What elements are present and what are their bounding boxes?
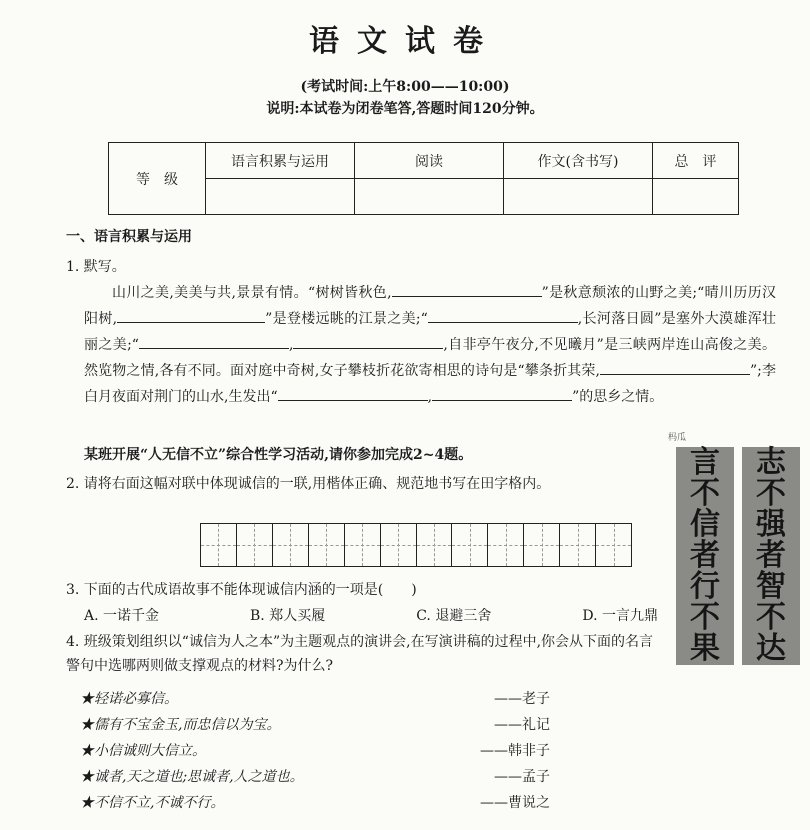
couplet-character: 智 [756,569,786,605]
q2-question: 2. 请将右面这幅对联中体现诚信的一联,用楷体正确、规范地书写在田字格内。 [66,476,551,492]
score-cell-total[interactable] [653,179,739,215]
score-cell-reading[interactable] [355,179,504,215]
col-essay: 作文(含书写) [504,143,653,179]
grid-cell[interactable] [524,524,560,566]
score-cell-essay[interactable] [504,179,653,215]
q1-passage [84,280,776,410]
grid-cell[interactable] [345,524,381,566]
couplet-character: 不 [690,475,720,511]
couplet-character: 志 [756,444,786,480]
exam-note: 说明:本试卷为闭卷笔答,答题时间120分钟。 [266,101,544,117]
q1-text-3: ”是登楼远眺的江景之美;“ [265,311,428,327]
option-b[interactable]: B. 郑人买履 [250,608,326,624]
quote-item [80,688,550,708]
quote-author: ——老子 [494,691,550,707]
couplet-character: 者 [756,537,786,573]
couplet-character: 者 [690,537,720,573]
grid-cell[interactable] [417,524,453,566]
score-table [108,142,739,215]
q1-text-1: 山川之美,美美与共,景景有情。“树树皆秋色, [112,285,392,301]
answer-blank[interactable] [600,360,750,375]
couplet-right-scroll [742,444,800,667]
grid-cell[interactable] [309,524,345,566]
q1-text-2: ”是秋意颓浓的山野之美;“晴川历历汉阳树, [84,285,776,327]
couplet-character: 不 [690,600,720,636]
quote-author: ——礼记 [494,717,550,733]
couplet-character: 信 [690,506,720,542]
couplet-character: 强 [756,506,786,542]
tianzige-grid[interactable] [200,523,632,567]
page-title: 语文试卷 [309,24,501,59]
grid-cell[interactable] [381,524,417,566]
answer-blank[interactable] [432,386,572,401]
quote-author: ——韩非子 [480,743,550,759]
quote-item [80,714,550,734]
couplet-character: 言 [690,444,720,480]
activity-intro: 某班开展“人无信不立”综合性学习活动,请你参加完成2~4题。 [84,447,473,463]
answer-blank[interactable] [139,334,289,349]
quote-author: ——孟子 [494,769,550,785]
couplet-stamp: 杩瓜 [668,433,687,443]
q1-label: 1. 默写。 [66,259,126,275]
q4-question: 4. 班级策划组织以“诚信为人之本”为主题观点的演讲会,在写演讲稿的过程中,你会从下面的名言警句中选哪两则做支撑观点的材料?为什么? [66,634,654,674]
quote-text: ★轻诺必寡信。 [80,691,178,707]
quote-text: ★小信诚则大信立。 [80,743,206,759]
q1-text-9: ”的思乡之情。 [572,389,664,405]
grid-cell[interactable] [201,524,237,566]
answer-blank[interactable] [428,308,578,323]
grid-cell[interactable] [560,524,596,566]
option-d[interactable]: D. 一言九鼎 [582,608,658,624]
col-total: 总 评 [653,143,739,179]
q3-question: 3. 下面的古代成语故事不能体现诚信内涵的一项是( ) [66,582,417,598]
col-language: 语言积累与运用 [206,143,355,179]
couplet-character: 达 [756,631,786,667]
grid-cell[interactable] [273,524,309,566]
q1-text-7: ”;李白月夜面对荆门的山水,生发出“ [84,363,777,405]
answer-blank[interactable] [278,386,428,401]
q1-text-5: , [288,337,294,353]
answer-blank[interactable] [392,282,542,297]
section-title: 一、语言积累与运用 [66,229,192,245]
couplet-character: 行 [690,569,720,605]
q3-options [84,605,658,625]
grid-cell[interactable] [596,524,631,566]
answer-blank[interactable] [117,308,265,323]
grid-cell[interactable] [237,524,273,566]
quote-author: ——曹说之 [480,795,550,811]
score-cell-language[interactable] [206,179,355,215]
grade-label: 等 级 [109,143,206,215]
quote-text: ★不信不立,不诚不行。 [80,795,225,811]
couplet-character: 果 [690,631,720,667]
q1-text-8: , [427,389,433,405]
q1-text-4: ,长河落日圆”是塞外大漠雄浑壮丽之美;“ [84,311,777,353]
couplet-character: 不 [756,600,786,636]
quote-text: ★儒有不宝金玉,而忠信以为宝。 [80,717,281,733]
q1-text-6: ,自非亭午夜分,不见曦月”是三峡两岸连山高俊之美。然览物之情,各有不同。面对庭中奇树,女子攀枝折花欲寄相思的诗句是“攀条折其荣, [84,337,777,379]
quote-text: ★诚者,天之道也;思诚者,人之道也。 [80,769,304,785]
couplet-character: 不 [756,475,786,511]
couplet-left-scroll [676,444,734,667]
exam-time: (考试时间:上午8:00——10:00) [300,79,510,95]
option-a[interactable]: A. 一诺千金 [84,608,160,624]
quote-item [80,792,550,812]
quote-item [80,766,550,786]
col-reading: 阅读 [355,143,504,179]
quote-item [80,740,550,760]
answer-blank[interactable] [293,334,443,349]
option-c[interactable]: C. 退避三舍 [416,608,492,624]
grid-cell[interactable] [488,524,524,566]
grid-cell[interactable] [452,524,488,566]
